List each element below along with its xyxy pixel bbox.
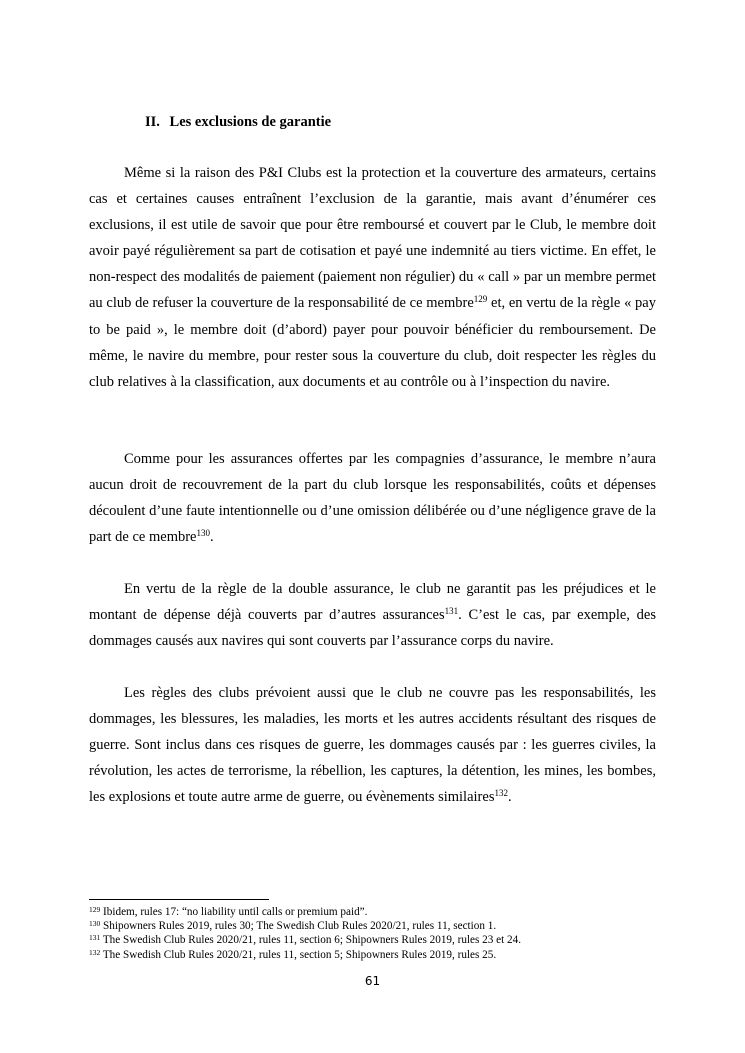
footnote-131 — [89, 933, 689, 947]
footnote-ref-130: 130 — [196, 528, 210, 539]
paragraph-text: Même si la raison des P&I Clubs est la protection et la couverture des armateurs, certains cas et certaines causes entraînent l’exclusion de la garantie, mais avant d’énumérer ces exclusions, il est utile de savoir que pour être remboursé et couvert par le Club, le membre doit avoir payé régulièrement sa part de cotisation et payé une indemnité au tiers victime. En effet, le non-respect des modalités de paiement (paiement non régulier) du « call » par un membre permet au club de refuser la couverture de la responsabilité de ce membre — [89, 165, 656, 312]
footnote-text: Shipowners Rules 2019, rules 30; The Swedish Club Rules 2020/21, rules 11, section 1. — [100, 920, 497, 933]
footnotes — [89, 905, 689, 962]
footnote-text: The Swedish Club Rules 2020/21, rules 11, section 5; Shipowners Rules 2019, rules 25. — [100, 948, 497, 961]
footnote-number: 130 — [89, 919, 101, 929]
section-number: II. — [145, 114, 160, 130]
footnote-number: 129 — [89, 905, 101, 914]
footnote-ref-129: 129 — [473, 294, 488, 305]
footnote-ref-132: 132 — [494, 788, 508, 799]
paragraph-text: . — [209, 529, 214, 546]
footnote-129 — [89, 905, 689, 919]
footnote-number: 131 — [89, 933, 101, 943]
paragraph-war-risks — [89, 680, 656, 810]
paragraph-text: . C’est le cas, par exemple, des dommages causés aux navires qui sont couverts par l’assurance corps du navire. — [89, 607, 656, 650]
paragraph-text: . — [507, 789, 512, 806]
paragraph-double-insurance — [89, 576, 656, 654]
footnote-number: 132 — [89, 947, 101, 957]
section-title: Les exclusions de garantie — [169, 114, 332, 130]
footnote-text: Ibidem, rules 17: “no liability until calls or premium paid”. — [100, 906, 368, 918]
paragraph-text: Les règles des clubs prévoient aussi que le club ne couvre pas les responsabilités, les dommages, les blessures, les maladies, les morts et les autres accidents résultant des risques de guerre. Sont inclus dans ces risques de guerre, les dommages causés par : les guerres civiles, la révolution, les actes de terrorisme, la rébellion, les captures, la détention, les mines, les bombes, les explosions et toute autre arme de guerre, ou évènements similaires — [89, 685, 656, 806]
footnote-130 — [89, 919, 689, 933]
page-number: 61 — [364, 974, 381, 988]
paragraph-text: Comme pour les assurances offertes par les compagnies d’assurance, le membre n’aura aucun droit de recouvrement de la part du club lorsque les responsabilités, coûts et dépenses découlent d’une faute intentionnelle ou d’une omission délibérée ou d’une négligence grave de la part de ce membre — [89, 451, 656, 546]
footnote-text: The Swedish Club Rules 2020/21, rules 11, section 6; Shipowners Rules 2019, rules 23 et 24. — [100, 934, 521, 947]
footnote-separator — [89, 899, 269, 900]
paragraph-intentional-fault — [89, 446, 656, 550]
section-heading — [145, 114, 331, 131]
paragraph-payment-conditions — [89, 160, 656, 395]
paragraph-text: En vertu de la règle de la double assurance, le club ne garantit pas les préjudices et le montant de dépense déjà couverts par d’autres assurances — [89, 581, 656, 624]
footnote-ref-131: 131 — [444, 606, 459, 617]
footnote-132 — [89, 948, 689, 962]
paragraph-text: et, en vertu de la règle « pay to be paid », le membre doit (d’abord) payer pour pouvoir bénéficier du remboursement. De même, le navire du membre, pour rester sous la couverture du club, doit respecter les règles du club relatives à la classification, aux documents et au contrôle ou à l’inspection du navire. — [89, 295, 656, 390]
